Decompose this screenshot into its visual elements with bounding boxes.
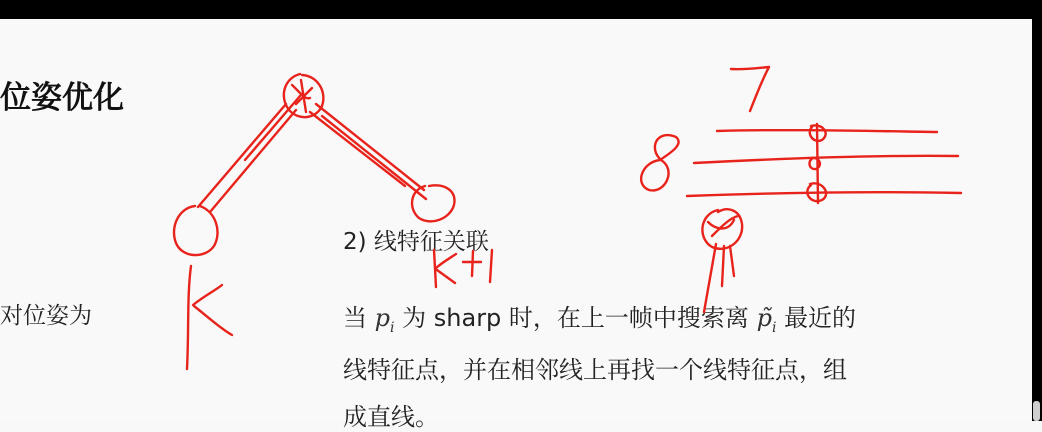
math-p-i: $p_i$ (374, 304, 395, 336)
math-p-tilde-i: $p̃_i$ (756, 304, 777, 336)
paragraph-line-1 (343, 298, 856, 336)
paragraph-line-3: 成直线。 (343, 403, 439, 431)
left-text-fragment: 对位姿为 (0, 303, 92, 329)
para-mid: 为 sharp 时，在上一帧中搜索离 (402, 304, 749, 332)
top-black-bar (0, 0, 1042, 19)
para-end: 最近的 (784, 304, 857, 332)
paragraph-line-2: 线特征点，并在相邻线上再找一个线特征点，组 (343, 356, 847, 384)
para-start: 当 (343, 304, 367, 332)
section-heading: 2) 线特征关联 (343, 229, 489, 255)
slide-title: 位姿优化 (0, 80, 124, 116)
scrollbar[interactable] (1032, 19, 1042, 421)
scrollbar-thumb[interactable] (1033, 401, 1040, 421)
